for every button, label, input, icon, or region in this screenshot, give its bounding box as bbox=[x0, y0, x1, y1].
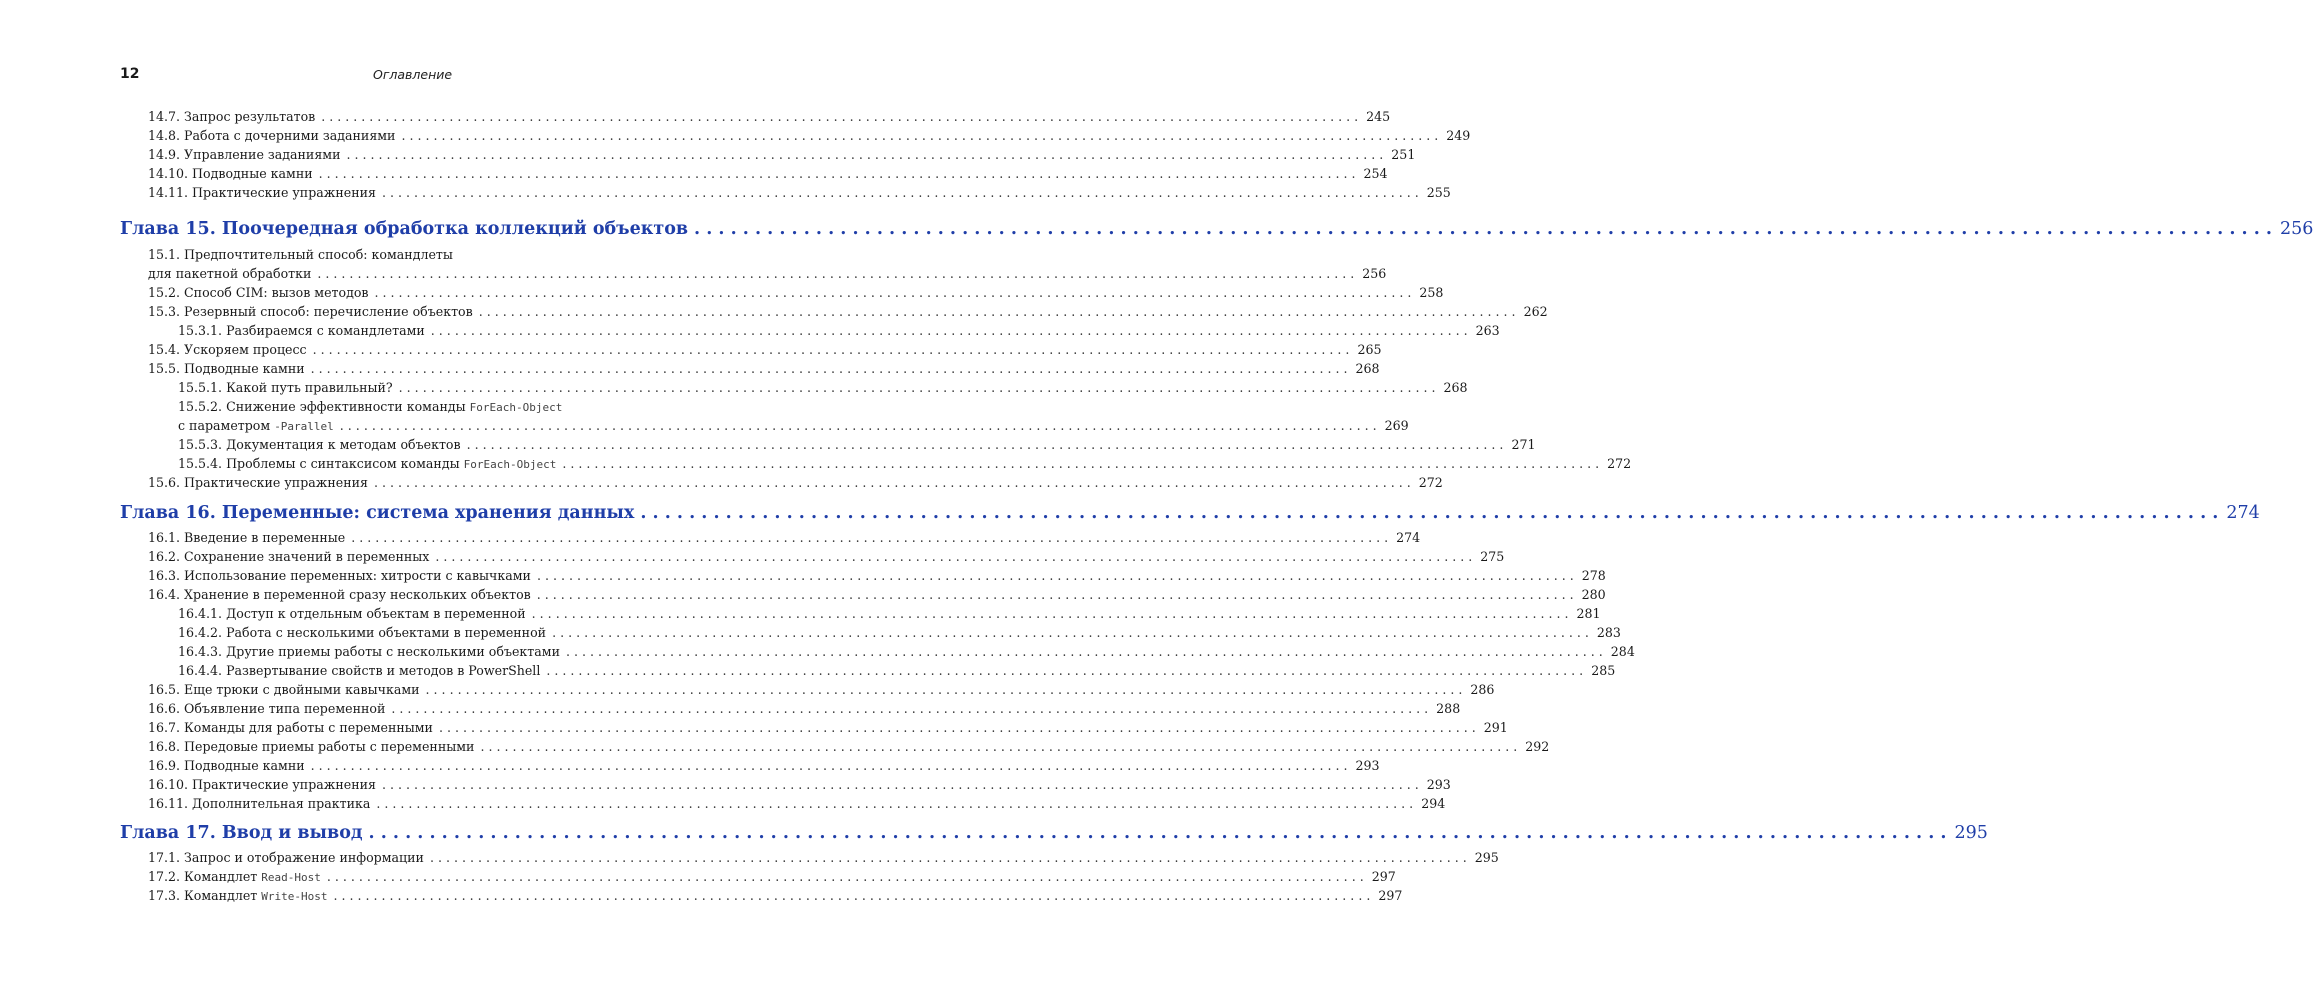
toc-subentry[interactable] bbox=[178, 623, 1621, 642]
entry-page: 256 bbox=[1362, 266, 1387, 281]
entry-title: 16.4.1. Доступ к отдельным объектам в переменной bbox=[178, 606, 526, 621]
entry-page: 293 bbox=[1355, 758, 1380, 773]
toc-entry[interactable] bbox=[148, 164, 1388, 183]
dot-leader bbox=[479, 302, 1516, 321]
toc-subentry[interactable] bbox=[178, 378, 1468, 397]
dot-leader bbox=[546, 661, 1583, 680]
entry-title: 15.5. Подводные камни bbox=[148, 361, 305, 376]
entry-page: 272 bbox=[1418, 475, 1443, 490]
entry-title: 16.4. Хранение в переменной сразу нескольких объектов bbox=[148, 587, 531, 602]
dot-leader bbox=[467, 435, 1504, 454]
dot-leader bbox=[369, 820, 1947, 846]
dot-leader bbox=[321, 107, 1358, 126]
entry-page: 280 bbox=[1581, 587, 1606, 602]
entry-page: 297 bbox=[1378, 888, 1403, 903]
entry-title: 16.11. Дополнительная практика bbox=[148, 796, 371, 811]
code-command: Read-Host bbox=[261, 871, 321, 884]
code-command: Write-Host bbox=[261, 890, 328, 903]
entry-page: 258 bbox=[1419, 285, 1444, 300]
entry-title: 15.4. Ускоряем процесс bbox=[148, 342, 307, 357]
entry-page: 249 bbox=[1446, 128, 1471, 143]
chapter-title: Глава 15. Поочередная обработка коллекций объектов bbox=[120, 219, 689, 239]
toc-entry[interactable] bbox=[148, 737, 1550, 756]
toc-entry[interactable] bbox=[148, 245, 706, 264]
toc-subentry[interactable] bbox=[178, 397, 706, 416]
chapter-title: Глава 17. Ввод и вывод bbox=[120, 823, 363, 843]
toc-entry[interactable] bbox=[148, 473, 1443, 492]
entry-page: 278 bbox=[1581, 568, 1606, 583]
chapter-15-entry[interactable] bbox=[120, 216, 2313, 242]
toc-entry[interactable] bbox=[148, 302, 1548, 321]
entry-page: 297 bbox=[1371, 869, 1396, 884]
toc-entry[interactable] bbox=[148, 718, 1508, 737]
code-command: ForEach-Object bbox=[463, 458, 557, 471]
toc-entry[interactable] bbox=[148, 547, 1505, 566]
entry-page: 293 bbox=[1426, 777, 1451, 792]
toc-entry[interactable] bbox=[148, 528, 1421, 547]
dot-leader bbox=[382, 183, 1419, 202]
entry-page: 272 bbox=[1607, 456, 1632, 471]
entry-title: 17.1. Запрос и отображение информации bbox=[148, 850, 424, 865]
entry-title: 14.8. Работа с дочерними заданиями bbox=[148, 128, 396, 143]
toc-subentry[interactable] bbox=[178, 321, 1500, 340]
dot-leader bbox=[640, 500, 2218, 526]
dot-leader bbox=[313, 340, 1350, 359]
entry-title: 16.1. Введение в переменные bbox=[148, 530, 346, 545]
entry-page: 286 bbox=[1470, 682, 1495, 697]
dot-leader bbox=[401, 126, 1438, 145]
entry-page: 254 bbox=[1363, 166, 1388, 181]
entry-title: 16.4.2. Работа с несколькими объектами в переменной bbox=[178, 625, 547, 640]
entry-page: 274 bbox=[1396, 530, 1421, 545]
dot-leader bbox=[351, 528, 1388, 547]
entry-title: 14.7. Запрос результатов bbox=[148, 109, 316, 124]
dot-leader bbox=[346, 145, 1383, 164]
entry-title: 15.3.1. Разбираемся с командлетами bbox=[178, 323, 425, 338]
toc-entry[interactable] bbox=[148, 680, 1495, 699]
entry-title: 17.3. Командлет Write-Host bbox=[148, 888, 328, 903]
dot-leader bbox=[340, 416, 1377, 435]
chapter-title: Глава 16. Переменные: система хранения данных bbox=[120, 503, 635, 523]
entry-title: 15.3. Резервный способ: перечисление объектов bbox=[148, 304, 473, 319]
entry-page: 268 bbox=[1443, 380, 1468, 395]
entry-title: 16.4.3. Другие приемы работы с несколькими объектами bbox=[178, 644, 560, 659]
dot-leader bbox=[537, 566, 1574, 585]
toc-subentry[interactable] bbox=[178, 454, 1632, 473]
entry-page: 265 bbox=[1357, 342, 1382, 357]
chapter-page: 274 bbox=[2226, 503, 2260, 523]
toc-entry[interactable] bbox=[148, 886, 1403, 905]
dot-leader bbox=[317, 264, 1354, 283]
entry-title: 16.6. Объявление типа переменной bbox=[148, 701, 386, 716]
toc-entry[interactable] bbox=[148, 107, 1391, 126]
toc-subentry[interactable] bbox=[178, 642, 1635, 661]
entry-title: 15.5.3. Документация к методам объектов bbox=[178, 437, 461, 452]
dot-leader bbox=[334, 886, 1371, 905]
toc-entry-continued[interactable] bbox=[148, 264, 1387, 283]
entry-page: 251 bbox=[1391, 147, 1416, 162]
chapter-page: 295 bbox=[1954, 823, 1988, 843]
dot-leader bbox=[319, 164, 1356, 183]
chapter-page: 256 bbox=[2280, 219, 2313, 239]
entry-title: 16.8. Передовые приемы работы с переменными bbox=[148, 739, 475, 754]
toc-subentry[interactable] bbox=[178, 435, 1536, 454]
entry-page: 285 bbox=[1591, 663, 1616, 678]
entry-title: для пакетной обработки bbox=[148, 266, 312, 281]
toc-entry[interactable] bbox=[148, 756, 1380, 775]
entry-page: 284 bbox=[1610, 644, 1635, 659]
dot-leader bbox=[435, 547, 1472, 566]
dot-leader bbox=[480, 737, 1517, 756]
dot-leader bbox=[426, 680, 1463, 699]
dot-leader bbox=[376, 794, 1413, 813]
dot-leader bbox=[399, 378, 1436, 397]
dot-leader bbox=[382, 775, 1419, 794]
page-number: 12 bbox=[120, 66, 140, 82]
entry-title: 15.6. Практические упражнения bbox=[148, 475, 368, 490]
entry-page: 281 bbox=[1576, 606, 1601, 621]
entry-title: 15.1. Предпочтительный способ: командлеты bbox=[148, 247, 453, 262]
toc-entry[interactable] bbox=[148, 867, 1396, 886]
dot-leader bbox=[537, 585, 1574, 604]
toc-entry[interactable] bbox=[148, 145, 1416, 164]
entry-title: 16.10. Практические упражнения bbox=[148, 777, 376, 792]
toc-subentry-continued[interactable] bbox=[178, 416, 1409, 435]
entry-title: 17.2. Командлет Read-Host bbox=[148, 869, 321, 884]
toc-entry[interactable] bbox=[148, 699, 1461, 718]
dot-leader bbox=[431, 321, 1468, 340]
entry-page: 295 bbox=[1474, 850, 1499, 865]
entry-page: 262 bbox=[1523, 304, 1548, 319]
dot-leader bbox=[566, 642, 1603, 661]
toc-entry[interactable] bbox=[148, 283, 1444, 302]
entry-title: 16.5. Еще трюки с двойными кавычками bbox=[148, 682, 420, 697]
dot-leader bbox=[375, 283, 1412, 302]
entry-title: 16.7. Команды для работы с переменными bbox=[148, 720, 433, 735]
entry-title: 15.5.4. Проблемы с синтаксисом команды ForEach-Object bbox=[178, 456, 557, 471]
running-title: Оглавление bbox=[373, 67, 453, 82]
dot-leader bbox=[391, 699, 1428, 718]
code-command: ForEach-Object bbox=[469, 401, 563, 414]
entry-page: 288 bbox=[1436, 701, 1461, 716]
entry-page: 245 bbox=[1366, 109, 1391, 124]
entry-page: 283 bbox=[1596, 625, 1621, 640]
entry-page: 294 bbox=[1421, 796, 1446, 811]
chapter-16-entry[interactable] bbox=[120, 500, 2260, 526]
entry-title: 16.4.4. Развертывание свойств и методов в PowerShell bbox=[178, 663, 541, 678]
toc-entry[interactable] bbox=[148, 775, 1451, 794]
toc-entry[interactable] bbox=[148, 359, 1380, 378]
code-parameter: -Parallel bbox=[274, 420, 334, 433]
entry-title: 15.5.2. Снижение эффективности команды ForEach-Object bbox=[178, 399, 563, 414]
dot-leader bbox=[532, 604, 1569, 623]
toc-entry[interactable] bbox=[148, 566, 1606, 585]
entry-page: 263 bbox=[1475, 323, 1500, 338]
toc-entry[interactable] bbox=[148, 126, 1471, 145]
entry-title: 14.11. Практические упражнения bbox=[148, 185, 376, 200]
entry-title: 14.9. Управление заданиями bbox=[148, 147, 341, 162]
entry-title: с параметром -Parallel bbox=[178, 418, 334, 433]
entry-page: 269 bbox=[1384, 418, 1409, 433]
entry-page: 291 bbox=[1483, 720, 1508, 735]
entry-page: 255 bbox=[1426, 185, 1451, 200]
dot-leader bbox=[552, 623, 1589, 642]
entry-title: 16.2. Сохранение значений в переменных bbox=[148, 549, 430, 564]
entry-title: 15.5.1. Какой путь правильный? bbox=[178, 380, 393, 395]
dot-leader bbox=[430, 848, 1467, 867]
entry-page: 292 bbox=[1525, 739, 1550, 754]
toc-subentry[interactable] bbox=[178, 604, 1601, 623]
toc-entry[interactable] bbox=[148, 183, 1451, 202]
entry-page: 271 bbox=[1511, 437, 1536, 452]
toc-subentry[interactable] bbox=[178, 661, 1616, 680]
entry-page: 268 bbox=[1355, 361, 1380, 376]
dot-leader bbox=[311, 359, 1348, 378]
dot-leader bbox=[311, 756, 1348, 775]
dot-leader bbox=[439, 718, 1476, 737]
toc-entry[interactable] bbox=[148, 794, 1446, 813]
dot-leader bbox=[327, 867, 1364, 886]
entry-title: 15.2. Способ CIM: вызов методов bbox=[148, 285, 369, 300]
toc-entry[interactable] bbox=[148, 848, 1499, 867]
entry-title: 14.10. Подводные камни bbox=[148, 166, 313, 181]
entry-page: 275 bbox=[1480, 549, 1505, 564]
toc-entry[interactable] bbox=[148, 585, 1606, 604]
dot-leader bbox=[562, 454, 1599, 473]
toc-entry[interactable] bbox=[148, 340, 1382, 359]
dot-leader bbox=[694, 216, 2272, 242]
entry-title: 16.3. Использование переменных: хитрости с кавычками bbox=[148, 568, 531, 583]
entry-title: 16.9. Подводные камни bbox=[148, 758, 305, 773]
chapter-17-entry[interactable] bbox=[120, 820, 1988, 846]
dot-leader bbox=[374, 473, 1411, 492]
